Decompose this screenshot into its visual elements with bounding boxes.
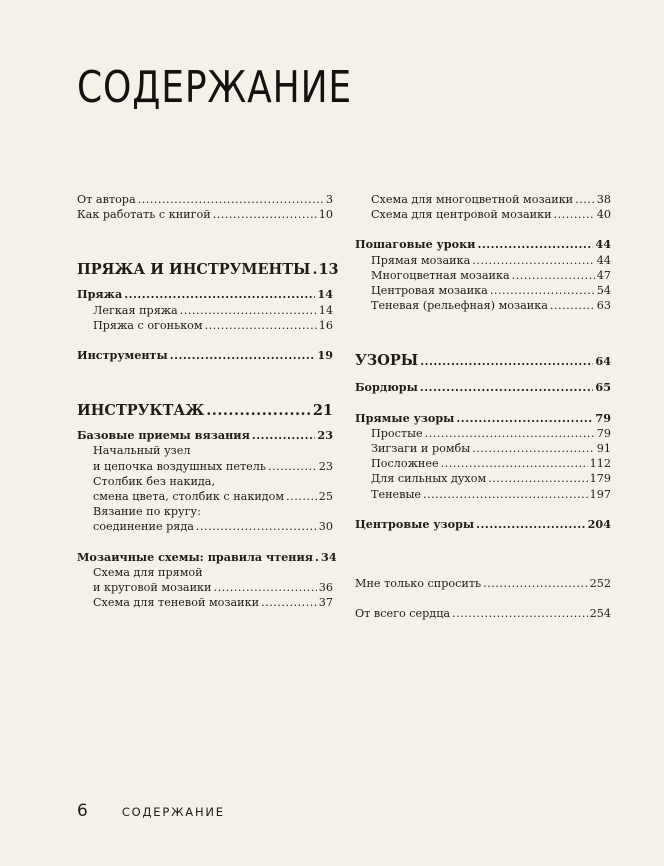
toc-entry[interactable]	[77, 459, 333, 474]
toc-chapter-yarn[interactable]	[77, 287, 333, 302]
toc-entry-label: Как работать с книгой	[77, 208, 211, 222]
toc-left-column	[77, 192, 339, 610]
toc-entry-label: Прямая мозаика	[371, 253, 471, 267]
toc-entry-page: 25	[318, 490, 333, 504]
toc-entry[interactable]	[355, 253, 611, 268]
toc-entry[interactable]	[355, 283, 611, 298]
toc-chapter-label: Центровые узоры	[355, 516, 475, 531]
toc-entry[interactable]	[77, 207, 333, 222]
page-number: 6	[77, 801, 88, 821]
toc-entry-label: Легкая пряжа	[93, 303, 178, 317]
toc-entry-line[interactable]: Столбик без накида,	[93, 474, 216, 488]
toc-chapter-label: Мозаичные схемы: правила чтения	[77, 549, 314, 564]
toc-chapter-label: Пошаговые уроки	[355, 237, 476, 252]
toc-chapter-page: 65	[595, 380, 611, 395]
toc-entry-page: 44	[596, 253, 611, 267]
toc-entry-label: Зигзаги и ромбы	[371, 442, 471, 456]
toc-section-label: ИНСТРУКТАЖ	[77, 402, 205, 420]
toc-entry-label: Мне только спросить	[355, 577, 482, 591]
toc-entry[interactable]	[355, 426, 611, 441]
toc-entry-page: 30	[318, 520, 333, 534]
toc-entry[interactable]	[355, 207, 611, 222]
toc-entry[interactable]	[355, 192, 611, 207]
toc-entry-page: 37	[318, 596, 333, 610]
toc-entry-page: 112	[589, 457, 611, 471]
toc-entry[interactable]	[355, 471, 611, 486]
toc-entry-label: Центровая мозаика	[371, 284, 488, 298]
toc-section-page: 13	[318, 261, 339, 279]
toc-entry-label: От автора	[77, 193, 136, 206]
toc-entry[interactable]	[77, 580, 333, 595]
toc-entry[interactable]	[77, 489, 333, 504]
toc-chapter-central[interactable]	[355, 517, 611, 532]
toc-entry-page: 54	[596, 284, 611, 298]
toc-entry-label: Простые	[371, 426, 423, 440]
toc-entry-label: соединение ряда	[93, 520, 194, 534]
toc-entry-page: 3	[325, 193, 333, 206]
toc-entry-label: Пряжа с огоньком	[93, 318, 203, 332]
toc-chapter-page: 14	[317, 287, 333, 302]
toc-entry-label: Для сильных духом	[371, 472, 487, 486]
toc-entry-label: Теневая (рельефная) мозаика	[371, 299, 548, 313]
toc-chapter-label: Инструменты	[77, 348, 168, 363]
toc-entry[interactable]	[355, 606, 611, 621]
toc-entry-label: Многоцветная мозаика	[371, 268, 510, 282]
toc-entry-page: 179	[589, 472, 611, 486]
page-footer	[77, 801, 225, 821]
page-title: СОДЕРЖАНИЕ	[77, 62, 352, 113]
toc-entry[interactable]	[355, 268, 611, 283]
toc-chapter-page: 44	[595, 237, 611, 252]
toc-entry-page: 47	[596, 268, 611, 282]
toc-entry[interactable]	[77, 192, 333, 207]
toc-chapter-page: 79	[595, 410, 611, 425]
toc-entry-label: От всего сердца	[355, 607, 451, 621]
toc-entry-page: 40	[596, 208, 611, 222]
toc-entry[interactable]	[77, 595, 333, 610]
toc-entry-page: 79	[596, 426, 611, 440]
toc-chapter-page: 204	[587, 516, 611, 531]
running-section-title: СОДЕРЖАНИЕ	[121, 805, 225, 819]
toc-chapter-basics[interactable]	[77, 428, 333, 443]
toc-entry-page: 38	[596, 193, 611, 206]
toc-entry[interactable]	[77, 519, 333, 534]
toc-chapter-straight[interactable]	[355, 411, 611, 426]
toc-chapter-label: Прямые узоры	[355, 410, 455, 425]
toc-entry-label: и цепочка воздушных петель	[93, 459, 266, 473]
toc-entry-line[interactable]: Схема для прямой	[93, 565, 203, 579]
toc-entry-page: 16	[318, 318, 333, 332]
toc-entry-page: 91	[596, 442, 611, 456]
toc-entry-label: и круговой мозаики	[93, 581, 212, 595]
toc-entry-label: Схема для центровой мозаики	[371, 208, 552, 222]
toc-entry[interactable]	[77, 303, 333, 318]
toc-chapter-label: Бордюры	[355, 380, 418, 395]
toc-entry-page: 197	[589, 487, 611, 501]
toc-entry-page: 63	[596, 299, 611, 313]
toc-chapter-page: 23	[317, 428, 333, 443]
toc-chapter-tools[interactable]	[77, 348, 333, 363]
toc-chapter-page: 19	[317, 348, 333, 363]
toc-entry-label: Теневые	[371, 487, 421, 501]
toc-entry[interactable]	[355, 298, 611, 313]
toc-section-instruction[interactable]	[77, 401, 333, 420]
toc-chapter-label: Базовые приемы вязания	[77, 428, 250, 443]
toc-section-label: ПРЯЖА И ИНСТРУМЕНТЫ	[77, 261, 311, 279]
toc-entry-line[interactable]: Вязание по кругу:	[93, 505, 201, 519]
toc-section-page: 21	[312, 402, 333, 420]
toc-section-patterns[interactable]	[355, 351, 611, 371]
toc-entry-label: Посложнее	[371, 457, 439, 471]
toc-entry-line[interactable]: Начальный узел	[93, 444, 191, 458]
toc-entry-page: 254	[589, 607, 611, 621]
toc-entry-page: 252	[589, 577, 611, 591]
toc-entry[interactable]	[355, 456, 611, 471]
toc-entry-label: Схема для теневой мозаики	[93, 596, 260, 610]
toc-section-label: УЗОРЫ	[355, 352, 419, 370]
toc-chapter-steps[interactable]	[355, 237, 611, 252]
toc-entry[interactable]	[77, 318, 333, 333]
toc-chapter-label: Пряжа	[77, 287, 123, 302]
toc-section-page: 64	[595, 354, 611, 369]
toc-entry-page: 10	[318, 208, 333, 222]
toc-entry-label: смена цвета, столбик с накидом	[93, 490, 285, 504]
toc-entry-page: 36	[318, 581, 333, 595]
toc-chapter-mosaic-rules[interactable]	[77, 549, 337, 565]
toc-chapter-borders[interactable]	[355, 380, 611, 395]
toc-entry[interactable]	[355, 576, 611, 591]
toc-entry-page: 23	[318, 459, 333, 473]
toc-entry[interactable]	[355, 441, 611, 456]
toc-entry-label: Схема для многоцветной мозаики	[371, 193, 574, 206]
toc-entry[interactable]	[355, 487, 611, 502]
toc-chapter-page: 34	[321, 549, 337, 564]
toc-section-yarn[interactable]	[77, 260, 339, 279]
toc-entry-page: 14	[318, 303, 333, 317]
toc-right-column	[355, 192, 611, 621]
